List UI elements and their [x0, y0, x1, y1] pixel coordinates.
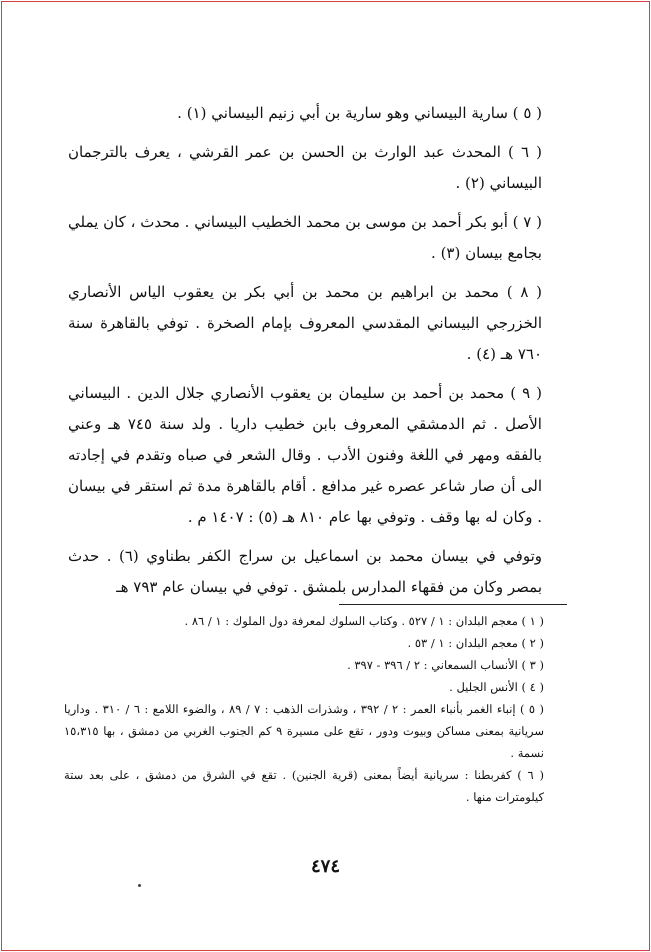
page-number: ٤٧٤ [310, 856, 340, 877]
entry-additional: وتوفي في بيسان محمد بن اسماعيل بن سراج الكفر بطناوي (٦) . حدث بمصر وكان من فقهاء المدارس بلمشق . توفي في بيسان عام ٧٩٣ هـ [68, 547, 542, 596]
footnote-3: ( ٣ ) الأنساب السمعاني : ٢ / ٣٩٦ - ٣٩٧ . [347, 658, 544, 672]
entry-8: ( ٨ ) محمد بن ابراهيم بن محمد بن أبي بكر بن يعقوب الياس الأنصاري الخزرجي البيساني المقدسي المعروف بإمام الصخرة . توفي بالقاهرة سنة ٧٦٠ هـ (٤) . [68, 283, 542, 363]
main-text [68, 98, 542, 603]
entry-9: ( ٩ ) محمد بن أحمد بن سليمان بن يعقوب الأنصاري جلال الدين . البيساني الأصل . ثم الدمشقي المعروف بابن خطيب داريا . ولد سنة ٧٤٥ هـ وعني بالفقه ومهر في اللغة وفنون الأدب . وقال الشعر في صباه وتقدم في إجادته الى أن صار شاعر عصره غير مدافع . أقام بالقاهرة مدة ثم استقر في بيسان . وكان له بها وقف . وتوفي بها عام ٨١٠ هـ (٥) : ١٤٠٧ م . [68, 384, 542, 526]
footnote-4: ( ٤ ) الأنس الجليل . [449, 680, 544, 694]
footnotes [64, 610, 544, 808]
scan-speck [138, 884, 141, 887]
footnote-2: ( ٢ ) معجم البلدان : ١ / ٥٣ . [407, 636, 544, 650]
entry-6: ( ٦ ) المحدث عبد الوارث بن الحسن بن عمر القرشي ، يعرف بالترجمان البيساني (٢) . [68, 143, 542, 192]
footnote-6: ( ٦ ) كفربطنا : سريانية أيضاً بمعنى (قرية الجنين) . تقع في الشرق من دمشق ، على بعد ستة كيلومترات منها . [64, 768, 544, 804]
entry-5: ( ٥ ) سارية البيساني وهو سارية بن أبي زنيم البيساني (١) . [177, 104, 542, 122]
footnote-5: ( ٥ ) إنباء الغمر بأنباء العمر : ٢ / ٣٩٢ ، وشذرات الذهب : ٧ / ٨٩ ، والضوء اللامع : ٦ / ٣١٠ . وداريا سريانية بمعنى مساكن وبيوت ودور ، تقع على مسيرة ٩ كم الجنوب الغربي من دمشق ، بها ١٥،٣١٥ نسمة . [64, 702, 544, 760]
footnote-separator [339, 604, 567, 605]
entry-7: ( ٧ ) أبو بكر أحمد بن موسى بن محمد الخطيب البيساني . محدث ، كان يملي بجامع بيسان (٣) . [68, 213, 542, 262]
footnote-1: ( ١ ) معجم البلدان : ١ / ٥٢٧ . وكتاب السلوك لمعرفة دول الملوك : ١ / ٨٦ . [184, 614, 544, 628]
